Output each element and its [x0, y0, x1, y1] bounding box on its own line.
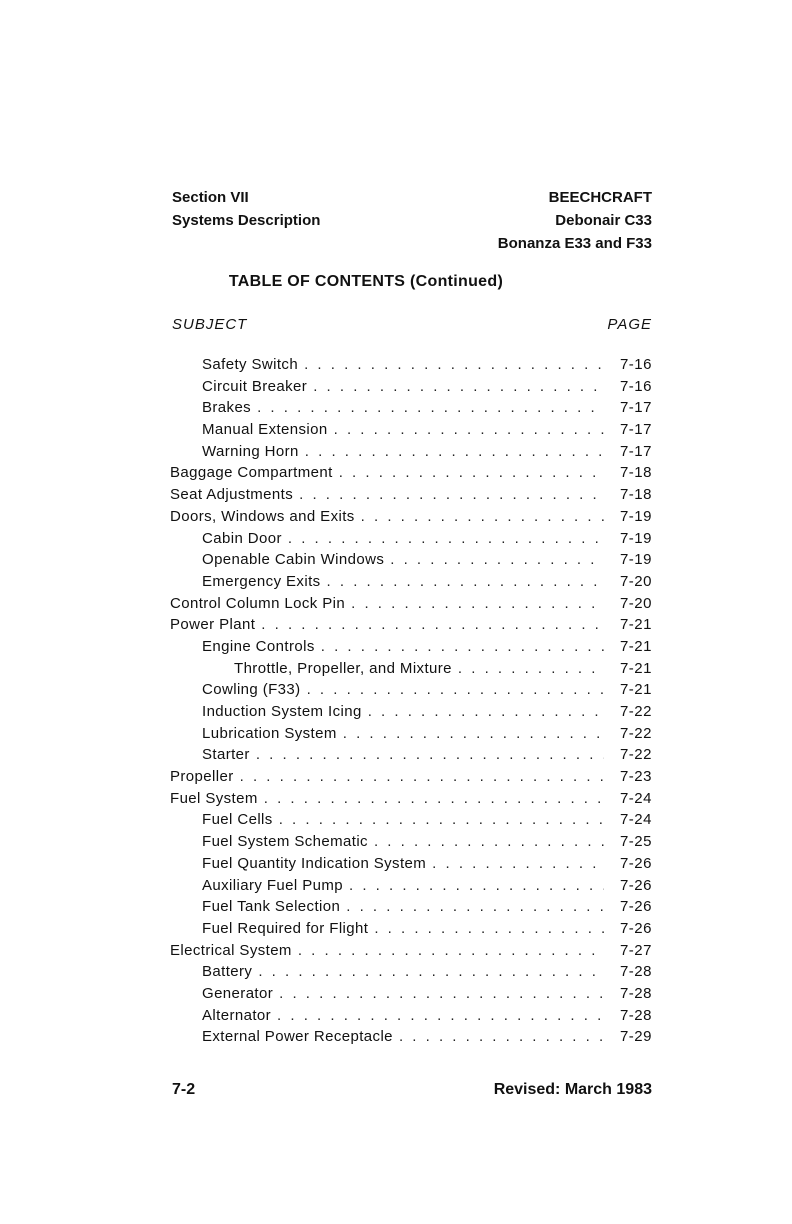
- toc-entry-label: Fuel Quantity Indication System: [202, 854, 427, 872]
- toc-entry-page: 7-17: [619, 442, 652, 460]
- toc-entry: [170, 421, 652, 443]
- toc-entry-page: 7-26: [619, 876, 652, 894]
- toc-entry: [170, 855, 652, 877]
- toc-entry-page: 7-25: [619, 833, 652, 851]
- revision-date: Revised: March 1983: [493, 1081, 652, 1098]
- toc-entry: [170, 1007, 652, 1029]
- toc-entry: [170, 877, 652, 899]
- dot-leader: [277, 1007, 604, 1024]
- toc-entry-page: 7-21: [619, 616, 652, 634]
- dot-leader: [257, 399, 604, 416]
- dot-leader: [343, 725, 604, 742]
- toc-entry: [170, 942, 652, 964]
- toc-entry: [170, 508, 652, 530]
- brand-name: BEECHCRAFT: [548, 189, 652, 206]
- dot-leader: [346, 898, 604, 915]
- toc-entry-label: Cabin Door: [202, 529, 282, 547]
- header-left: [172, 186, 320, 232]
- toc-entry-label: Circuit Breaker: [202, 377, 308, 395]
- toc-entry-page: 7-19: [619, 529, 652, 547]
- toc-entry-page: 7-21: [619, 637, 652, 655]
- toc-entry-label: Seat Adjustments: [170, 486, 294, 504]
- toc-entry: [170, 790, 652, 812]
- toc-entry: [170, 768, 652, 790]
- toc-entry-page: 7-22: [619, 724, 652, 742]
- toc-entry-page: 7-20: [619, 594, 652, 612]
- toc-entry: [170, 356, 652, 378]
- toc-entry: [170, 660, 652, 682]
- toc-entry-label: Fuel Cells: [202, 811, 273, 829]
- toc-entry-label: Manual Extension: [202, 421, 328, 439]
- dot-leader: [432, 855, 604, 872]
- toc-entry: [170, 573, 652, 595]
- dot-leader: [458, 660, 604, 677]
- toc-entry-page: 7-24: [619, 811, 652, 829]
- toc-entry-page: 7-18: [619, 464, 652, 482]
- toc-list: [170, 356, 652, 1050]
- toc-entry-page: 7-17: [619, 421, 652, 439]
- toc-entry-label: Alternator: [202, 1006, 272, 1024]
- toc-entry-label: Fuel System: [170, 789, 258, 807]
- dot-leader: [368, 703, 604, 720]
- toc-entry: [170, 486, 652, 508]
- toc-entry: [170, 1028, 652, 1050]
- dot-leader: [304, 356, 604, 373]
- toc-entry: [170, 725, 652, 747]
- dot-leader: [305, 443, 604, 460]
- dot-leader: [240, 768, 604, 785]
- toc-entry-page: 7-17: [619, 399, 652, 417]
- model-line-2: Bonanza E33 and F33: [497, 235, 652, 252]
- toc-entry-page: 7-28: [619, 963, 652, 981]
- toc-entry-page: 7-16: [619, 356, 652, 373]
- dot-leader: [256, 746, 604, 763]
- toc-entry-page: 7-24: [619, 789, 652, 807]
- toc-entry-page: 7-28: [619, 984, 652, 1002]
- toc-entry-page: 7-19: [619, 551, 652, 569]
- section-title: Systems Description: [172, 212, 321, 229]
- column-header-subject: SUBJECT: [172, 316, 248, 333]
- toc-entry-label: Electrical System: [170, 941, 292, 959]
- toc-entry-page: 7-22: [619, 703, 652, 720]
- dot-leader: [349, 877, 604, 894]
- dot-leader: [279, 811, 604, 828]
- toc-entry-label: Induction System Icing: [202, 703, 362, 720]
- toc-entry: [170, 985, 652, 1007]
- toc-entry-label: Engine Controls: [202, 637, 315, 655]
- dot-leader: [264, 790, 604, 807]
- toc-entry-label: Emergency Exits: [202, 572, 321, 590]
- header-right: [498, 186, 652, 255]
- toc-entry: [170, 963, 652, 985]
- dot-leader: [261, 616, 604, 633]
- toc-entry-label: Fuel System Schematic: [202, 833, 368, 851]
- dot-leader: [307, 681, 604, 698]
- toc-entry-label: Cowling (F33): [202, 681, 301, 699]
- toc-entry-label: Throttle, Propeller, and Mixture: [234, 659, 452, 677]
- toc-entry: [170, 811, 652, 833]
- toc-entry-label: Starter: [202, 746, 250, 764]
- dot-leader: [299, 486, 604, 503]
- dot-leader: [399, 1028, 604, 1045]
- dot-leader: [390, 551, 604, 568]
- dot-leader: [313, 378, 604, 395]
- toc-entry-page: 7-27: [619, 941, 652, 959]
- toc-entry-page: 7-29: [619, 1028, 652, 1046]
- dot-leader: [374, 833, 604, 850]
- toc-entry: [170, 530, 652, 552]
- dot-leader: [334, 421, 604, 438]
- toc-entry: [170, 399, 652, 421]
- toc-entry-label: Auxiliary Fuel Pump: [202, 876, 343, 894]
- toc-entry-page: 7-20: [619, 572, 652, 590]
- toc-entry: [170, 595, 652, 617]
- toc-entry-label: Warning Horn: [202, 442, 299, 460]
- toc-entry-label: Control Column Lock Pin: [170, 594, 346, 612]
- toc-entry-label: Fuel Tank Selection: [202, 898, 341, 916]
- toc-entry-page: 7-26: [619, 854, 652, 872]
- toc-entry-label: Propeller: [170, 768, 234, 786]
- dot-leader: [374, 920, 604, 937]
- toc-entry-label: Fuel Required for Flight: [202, 919, 369, 937]
- toc-entry-label: Power Plant: [170, 616, 256, 634]
- toc-entry-label: External Power Receptacle: [202, 1028, 393, 1046]
- toc-entry-page: 7-26: [619, 919, 652, 937]
- toc-entry: [170, 464, 652, 486]
- toc-entry: [170, 616, 652, 638]
- toc-entry-label: Safety Switch: [202, 356, 299, 373]
- toc-entry-page: 7-23: [619, 768, 652, 786]
- toc-entry: [170, 898, 652, 920]
- dot-leader: [258, 963, 604, 980]
- toc-entry-page: 7-22: [619, 746, 652, 764]
- toc-entry-page: 7-21: [619, 659, 652, 677]
- dot-leader: [351, 595, 604, 612]
- dot-leader: [327, 573, 604, 590]
- dot-leader: [279, 985, 604, 1002]
- toc-entry-label: Baggage Compartment: [170, 464, 333, 482]
- toc-entry-page: 7-28: [619, 1006, 652, 1024]
- toc-entry: [170, 378, 652, 400]
- toc-entry: [170, 703, 652, 725]
- dot-leader: [339, 464, 604, 481]
- section-number: Section VII: [172, 189, 249, 206]
- column-header-page: PAGE: [607, 316, 652, 333]
- toc-entry: [170, 833, 652, 855]
- toc-entry-label: Generator: [202, 984, 274, 1002]
- toc-entry: [170, 746, 652, 768]
- toc-entry-page: 7-21: [619, 681, 652, 699]
- dot-leader: [321, 638, 604, 655]
- toc-entry-label: Battery: [202, 963, 253, 981]
- toc-entry-page: 7-19: [619, 507, 652, 525]
- dot-leader: [288, 530, 604, 547]
- toc-entry: [170, 920, 652, 942]
- dot-leader: [361, 508, 604, 525]
- toc-entry: [170, 443, 652, 465]
- toc-entry-page: 7-18: [619, 486, 652, 504]
- dot-leader: [298, 942, 604, 959]
- toc-entry: [170, 638, 652, 660]
- toc-entry-page: 7-26: [619, 898, 652, 916]
- toc-entry-label: Lubrication System: [202, 724, 337, 742]
- toc-entry-label: Openable Cabin Windows: [202, 551, 385, 569]
- model-line-1: Debonair C33: [555, 212, 652, 229]
- toc-entry: [170, 551, 652, 573]
- page-number: 7-2: [172, 1081, 196, 1098]
- toc-entry: [170, 681, 652, 703]
- toc-entry-label: Doors, Windows and Exits: [170, 507, 355, 525]
- toc-entry-label: Brakes: [202, 399, 252, 417]
- toc-title: TABLE OF CONTENTS (Continued): [228, 273, 504, 290]
- toc-entry-page: 7-16: [619, 377, 652, 395]
